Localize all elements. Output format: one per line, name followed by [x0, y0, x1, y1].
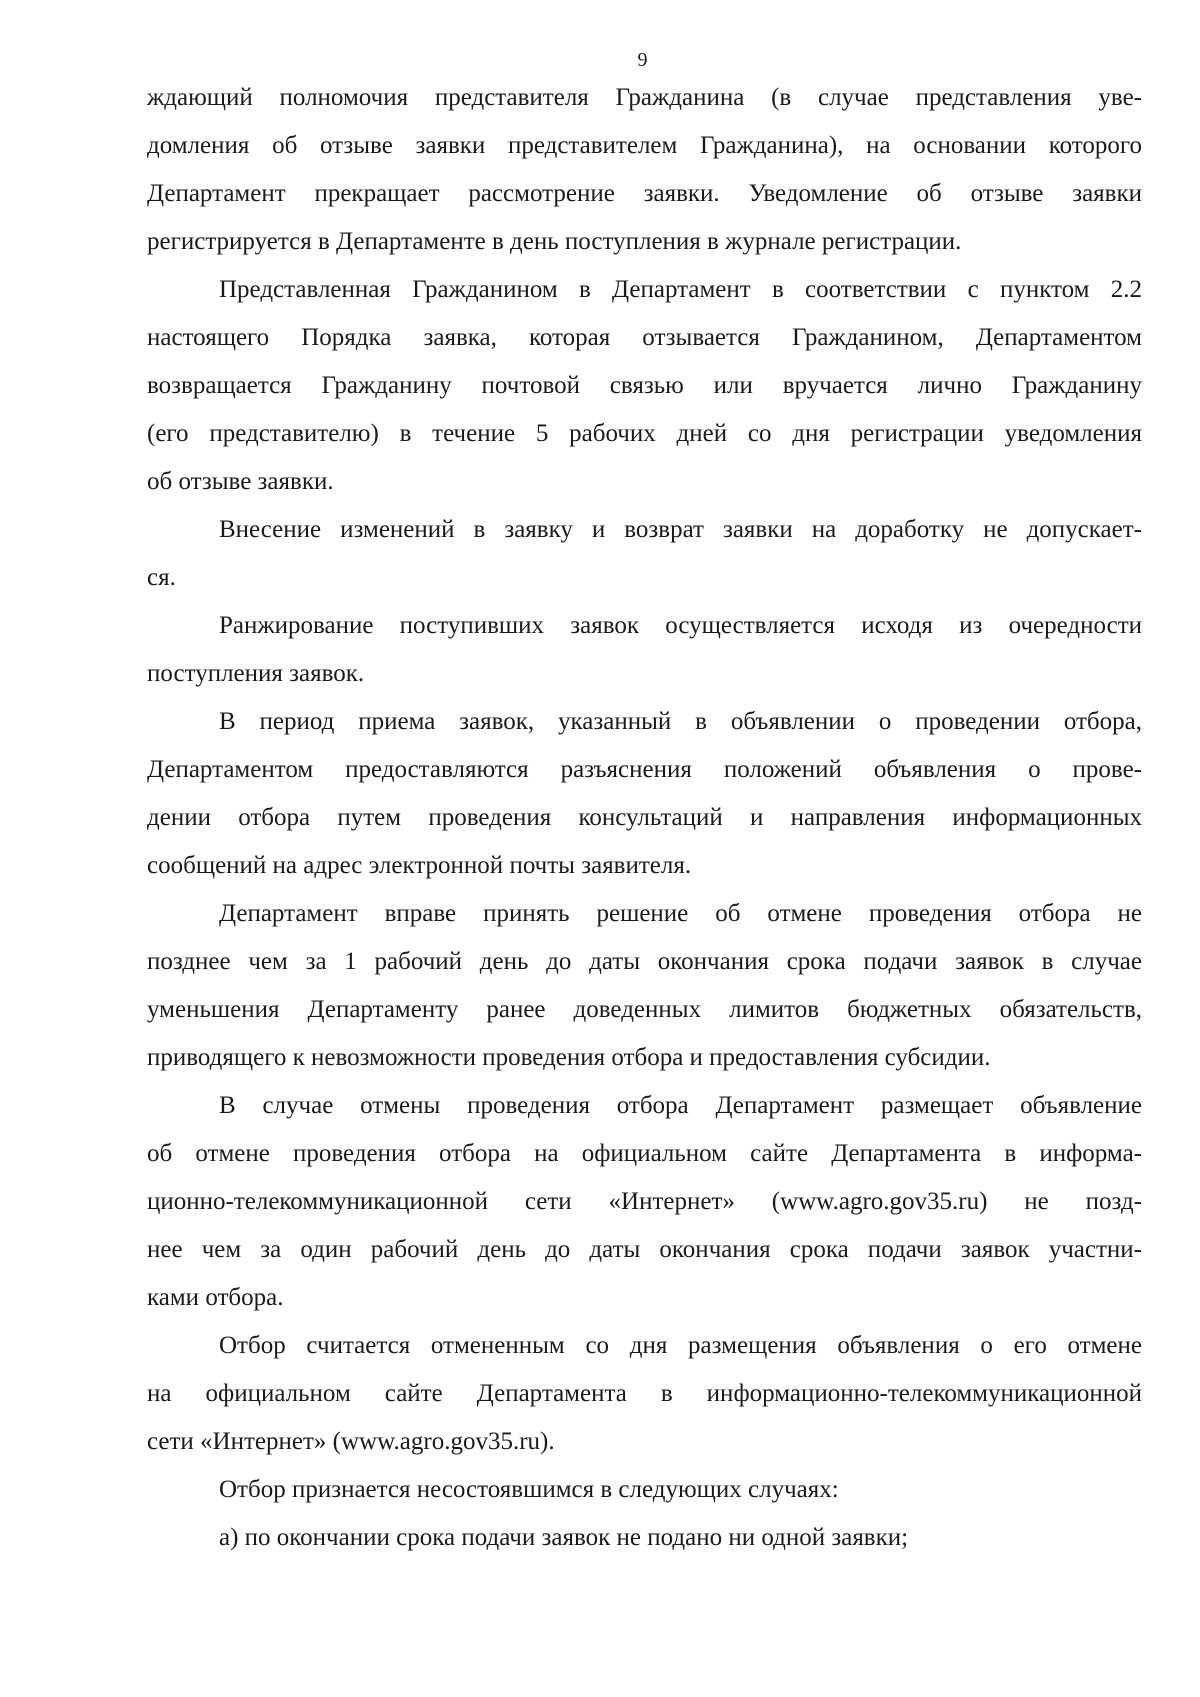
- text-line: (его представителю) в течение 5 рабочих дней со дня регистрации уведомления: [147, 420, 1142, 447]
- text-line: Департамент прекращает рассмотрение заявки. Уведомление об отзыве заявки: [147, 180, 1142, 207]
- text-line: Отбор признается несостоявшимся в следующих случаях:: [219, 1476, 839, 1503]
- text-line: Представленная Гражданином в Департамент в соответствии с пунктом 2.2: [219, 276, 1142, 303]
- text-line: ся.: [147, 564, 176, 591]
- text-line: нее чем за один рабочий день до даты окончания срока подачи заявок участни-: [147, 1236, 1142, 1263]
- text-line: Отбор считается отмененным со дня размещения объявления о его отмене: [219, 1332, 1142, 1359]
- text-line: об отмене проведения отбора на официальном сайте Департамента в информа-: [147, 1140, 1142, 1167]
- text-line: Департамент вправе принять решение об отмене проведения отбора не: [219, 900, 1142, 927]
- text-line: В период приема заявок, указанный в объявлении о проведении отбора,: [219, 708, 1142, 735]
- text-line: уменьшения Департаменту ранее доведенных лимитов бюджетных обязательств,: [147, 996, 1142, 1023]
- text-line: позднее чем за 1 рабочий день до даты окончания срока подачи заявок в случае: [147, 948, 1142, 975]
- text-line: Ранжирование поступивших заявок осуществляется исходя из очередности: [219, 612, 1142, 639]
- text-line: а) по окончании срока подачи заявок не подано ни одной заявки;: [219, 1524, 909, 1551]
- text-line: Департаментом предоставляются разъяснения положений объявления о прове-: [147, 756, 1142, 783]
- text-line: на официальном сайте Департамента в информационно-телекоммуникационной: [147, 1380, 1142, 1407]
- text-line: сети «Интернет» (www.agro.gov35.ru).: [147, 1428, 555, 1455]
- text-line: об отзыве заявки.: [147, 468, 334, 495]
- text-line: дении отбора путем проведения консультаций и направления информационных: [147, 804, 1142, 831]
- text-line: сообщений на адрес электронной почты заявителя.: [147, 852, 692, 879]
- text-line: ционно-телекоммуникационной сети «Интернет» (www.agro.gov35.ru) не позд-: [147, 1188, 1142, 1215]
- text-line: домления об отзыве заявки представителем Гражданина), на основании которого: [147, 132, 1142, 159]
- text-line: ждающий полномочия представителя Гражданина (в случае представления уве-: [147, 84, 1142, 111]
- text-line: регистрируется в Департаменте в день поступления в журнале регистрации.: [147, 228, 962, 255]
- text-line: В случае отмены проведения отбора Департамент размещает объявление: [219, 1092, 1142, 1119]
- text-line: возвращается Гражданину почтовой связью или вручается лично Гражданину: [147, 372, 1142, 399]
- page-number: 9: [637, 49, 648, 71]
- text-line: приводящего к невозможности проведения отбора и предоставления субсидии.: [147, 1044, 991, 1071]
- text-line: настоящего Порядка заявка, которая отзывается Гражданином, Департаментом: [147, 324, 1142, 351]
- text-line: поступления заявок.: [147, 660, 365, 687]
- document-body: [147, 74, 1142, 1562]
- text-line: Внесение изменений в заявку и возврат заявки на доработку не допускает-: [219, 516, 1142, 543]
- text-line: ками отбора.: [147, 1284, 284, 1311]
